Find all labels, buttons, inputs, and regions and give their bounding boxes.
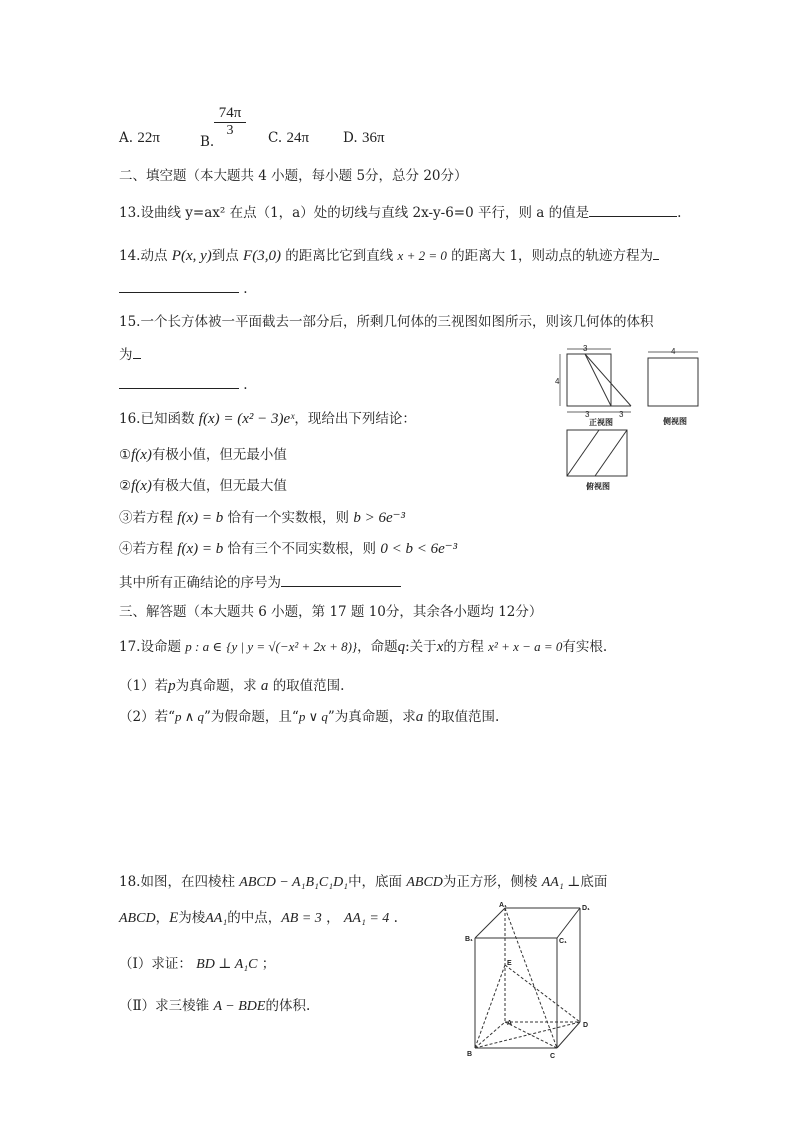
- q18-l2-aa: AA₁ = 4: [343, 911, 390, 926]
- q18-l2-comma: ，: [155, 910, 170, 926]
- conclusion-4-prefix: ④若方程: [119, 541, 173, 557]
- q17-sub2-suffix: 的取值范围.: [427, 709, 500, 725]
- option-a-value: 22π: [137, 130, 160, 146]
- q18-l2-edge: AA₁: [205, 911, 228, 926]
- edge-c-d: [557, 1022, 580, 1048]
- q18-l2-comma2: ，: [326, 910, 340, 926]
- q17-mid: ，命题: [357, 639, 398, 655]
- side-view-label: 侧视图: [663, 417, 687, 426]
- dim-bottom-left-label: 3: [585, 410, 590, 419]
- top-view-diagonal-1: [567, 430, 599, 476]
- vertex-c-label: C: [550, 1053, 556, 1060]
- q12-options: [119, 129, 160, 147]
- option-d: [343, 129, 385, 147]
- q15-answer-blank[interactable]: [119, 374, 239, 389]
- vertex-d1-label: D₁: [582, 905, 590, 912]
- option-c-label: C.: [268, 130, 283, 146]
- option-b-denominator: 3: [226, 123, 234, 138]
- q16-conclusion-1: [119, 446, 287, 464]
- q14-suffix: 的距离大 1，则动点的轨迹方程为: [451, 248, 654, 264]
- q17-sub1-prefix: （1）若: [119, 678, 169, 694]
- q17-sub1-mid: 为真命题，求: [175, 678, 257, 694]
- option-b-numerator: 74π: [218, 105, 242, 121]
- top-view-diagonal-2: [595, 430, 627, 476]
- q18-suffix: 底面: [580, 874, 608, 890]
- conclusion-3-prefix: ③若方程: [119, 510, 173, 526]
- conclusion-1-number: ①: [119, 447, 132, 463]
- q16-prefix: 16.已知函数: [119, 411, 195, 427]
- option-a-label: A.: [119, 130, 134, 146]
- q17-mid3: 的方程: [443, 639, 484, 655]
- dim-left-label: 4: [555, 377, 560, 386]
- vertex-a1-label: A₁: [499, 902, 507, 909]
- conclusion-2-func: f(x): [131, 478, 152, 494]
- conclusion-4-mid: 恰有三个不同实数根，则: [227, 541, 377, 557]
- q15-blank-start: [133, 344, 141, 359]
- option-c: [268, 129, 309, 147]
- q18-l2-end: .: [393, 910, 398, 926]
- q17-stem: [119, 638, 607, 656]
- front-view-label: 正视图: [589, 418, 613, 427]
- q15-text2: 为: [119, 347, 133, 363]
- q17-prefix: 17.设命题: [119, 639, 181, 655]
- prism-figure: [462, 900, 602, 1060]
- option-c-value: 24π: [286, 130, 310, 146]
- q13-end: .: [677, 205, 682, 221]
- q16-ask: [119, 572, 401, 592]
- q16-conclusion-3: [119, 509, 405, 527]
- q17-set: {y | y = √(−x² + 2x + 8)}: [226, 639, 358, 654]
- q18-sub1-expr: BD ⊥ A₁C: [196, 957, 258, 972]
- q17-sub1-suffix: 的取值范围.: [272, 678, 345, 694]
- q18-sub1: [119, 955, 275, 974]
- q18-line2: [119, 909, 398, 928]
- conclusion-3-equation: f(x) = b: [177, 510, 224, 526]
- q14-prefix: 14.动点: [119, 248, 168, 264]
- q15-answer-line: [119, 374, 248, 394]
- q18-mid: 中，底面: [348, 874, 403, 890]
- q17-sub2-prefix: （2）若“: [119, 709, 175, 725]
- option-d-value: 36π: [361, 130, 385, 146]
- q17-prop-q: q: [397, 639, 406, 655]
- option-b-label: B.: [200, 134, 215, 150]
- q18-prefix: 18.如图，在四棱柱: [119, 874, 235, 890]
- q18-l2-base: ABCD: [119, 911, 156, 926]
- q18-prism: ABCD − A₁B₁C₁D₁: [239, 875, 349, 890]
- section2-heading: 二、填空题（本大题共 4 小题，每小题 5分，总分 20分）: [119, 168, 468, 184]
- q18-base: ABCD: [406, 875, 443, 890]
- q16-answer-blank[interactable]: [281, 572, 401, 587]
- q14-mid1: 到点: [211, 248, 239, 264]
- conclusion-1-func: f(x): [131, 447, 152, 463]
- q18-line1: [119, 873, 607, 892]
- q18-edge: AA₁ ⊥: [541, 875, 581, 890]
- q16-stem: [119, 410, 416, 428]
- q17-mid2: :关于: [405, 639, 437, 655]
- q18-l2-mid: 为棱: [178, 910, 206, 926]
- vertex-a-label: A: [507, 1020, 513, 1027]
- q18-sub1-end: ；: [261, 956, 276, 972]
- conclusion-3-condition: b > 6e⁻³: [353, 510, 406, 526]
- q14-point-p: P(x, y): [171, 248, 212, 264]
- conclusion-4-condition: 0 < b < 6e⁻³: [380, 541, 458, 557]
- q17-sub1-a: a: [260, 678, 269, 694]
- q18-mid2: 为正方形，侧棱: [442, 874, 538, 890]
- option-d-label: D.: [343, 130, 358, 146]
- conclusion-2-text: 有极大值，但无最大值: [151, 478, 287, 494]
- q17-var-x: x: [436, 639, 444, 655]
- conclusion-4-equation: f(x) = b: [177, 541, 224, 557]
- q16-conclusion-2: [119, 477, 287, 495]
- q16-function: f(x) = (x² − 3)eˣ: [198, 411, 295, 427]
- q14-answer-blank[interactable]: [119, 278, 239, 293]
- conclusion-2-number: ②: [119, 478, 132, 494]
- q16-conclusion-4: [119, 540, 457, 558]
- q17-sub2-mid2: ”为真命题，求: [327, 709, 416, 725]
- q18-l2-e: E: [169, 910, 179, 926]
- side-view-rect: [648, 358, 698, 406]
- front-view-diagonal-2: [585, 354, 631, 406]
- q14-answer-line: [119, 278, 248, 298]
- q13-answer-blank[interactable]: [589, 202, 677, 217]
- conclusion-3-mid: 恰有一个实数根，则: [227, 510, 350, 526]
- q17-suffix: 有实根.: [562, 639, 608, 655]
- conclusion-1-text: 有极小值，但无最小值: [151, 447, 287, 463]
- q18-sub2-prefix: （Ⅱ）求三棱锥: [119, 998, 210, 1014]
- segment-e-d: [505, 965, 580, 1022]
- vertex-c1-label: C₁: [559, 938, 567, 945]
- q16-suffix: ，现给出下列结论：: [294, 411, 416, 427]
- q17-prop-p: p : a ∈: [185, 639, 222, 654]
- q13-text: 13.设曲线 y=ax² 在点（1，a）处的切线与直线 2x-y-6=0 平行，则 a 的值是: [119, 205, 590, 221]
- section3-heading: 三、解答题（本大题共 6 小题，第 17 题 10分，其余各小题均 12分）: [119, 604, 543, 620]
- q13: [119, 202, 681, 222]
- vertex-e-label: E: [507, 960, 512, 967]
- q15-line2: [119, 344, 141, 364]
- q14-end: .: [243, 281, 248, 297]
- q18-sub2-expr: A − BDE: [213, 999, 266, 1014]
- q14-blank-start: [653, 245, 659, 260]
- q18-l2-mid2: 的中点，: [227, 910, 282, 926]
- q15-line1: 15.一个长方体被一平面截去一部分后，所剩几何体的三视图如图所示，则该几何体的体积: [119, 314, 654, 330]
- edge-d1-c1: [557, 908, 580, 938]
- q14-line: x + 2 = 0: [397, 248, 447, 263]
- q17-sub2-mid: ”为假命题，且“: [204, 709, 299, 725]
- diagonal-a1-c: [505, 908, 557, 1048]
- q17-sub2-or: p ∨ q: [298, 709, 328, 724]
- q14: [119, 245, 659, 265]
- q18-l2-ab: AB = 3: [281, 911, 322, 926]
- dim-top-label: 3: [583, 344, 588, 353]
- dim-side-label: 4: [671, 347, 676, 356]
- q17-sub2-a: a: [415, 709, 424, 725]
- q14-mid2: 的距离比它到直线: [285, 248, 394, 264]
- top-view-rect: [567, 430, 627, 476]
- q16-ask-text: 其中所有正确结论的序号为: [119, 575, 281, 591]
- dim-bottom-right-label: 3: [619, 410, 624, 419]
- edge-a1-b1: [475, 908, 505, 938]
- q18-sub2-end: 的体积.: [265, 998, 311, 1014]
- q17-sub1-p: p: [168, 678, 176, 694]
- q17-sub1: [119, 677, 344, 695]
- q18-sub1-prefix: （Ⅰ）求证：: [119, 956, 192, 972]
- front-view-diagonal-1: [585, 354, 611, 406]
- vertex-b-label: B: [467, 1051, 473, 1058]
- q18-sub2: [119, 997, 310, 1016]
- q17-equation: x² + x − a = 0: [488, 639, 563, 654]
- vertex-b1-label: B₁: [465, 936, 473, 943]
- q14-point-f: F(3,0): [243, 248, 281, 264]
- top-view-label: 俯视图: [586, 482, 610, 491]
- q17-sub2: [119, 708, 499, 726]
- q15-end: .: [243, 377, 248, 393]
- option-b-fraction: [212, 104, 248, 139]
- q17-sub2-and: p ∧ q: [175, 709, 205, 724]
- vertex-d-label: D: [583, 1022, 589, 1029]
- segment-e-b: [475, 965, 505, 1048]
- three-view-figure: [555, 344, 715, 494]
